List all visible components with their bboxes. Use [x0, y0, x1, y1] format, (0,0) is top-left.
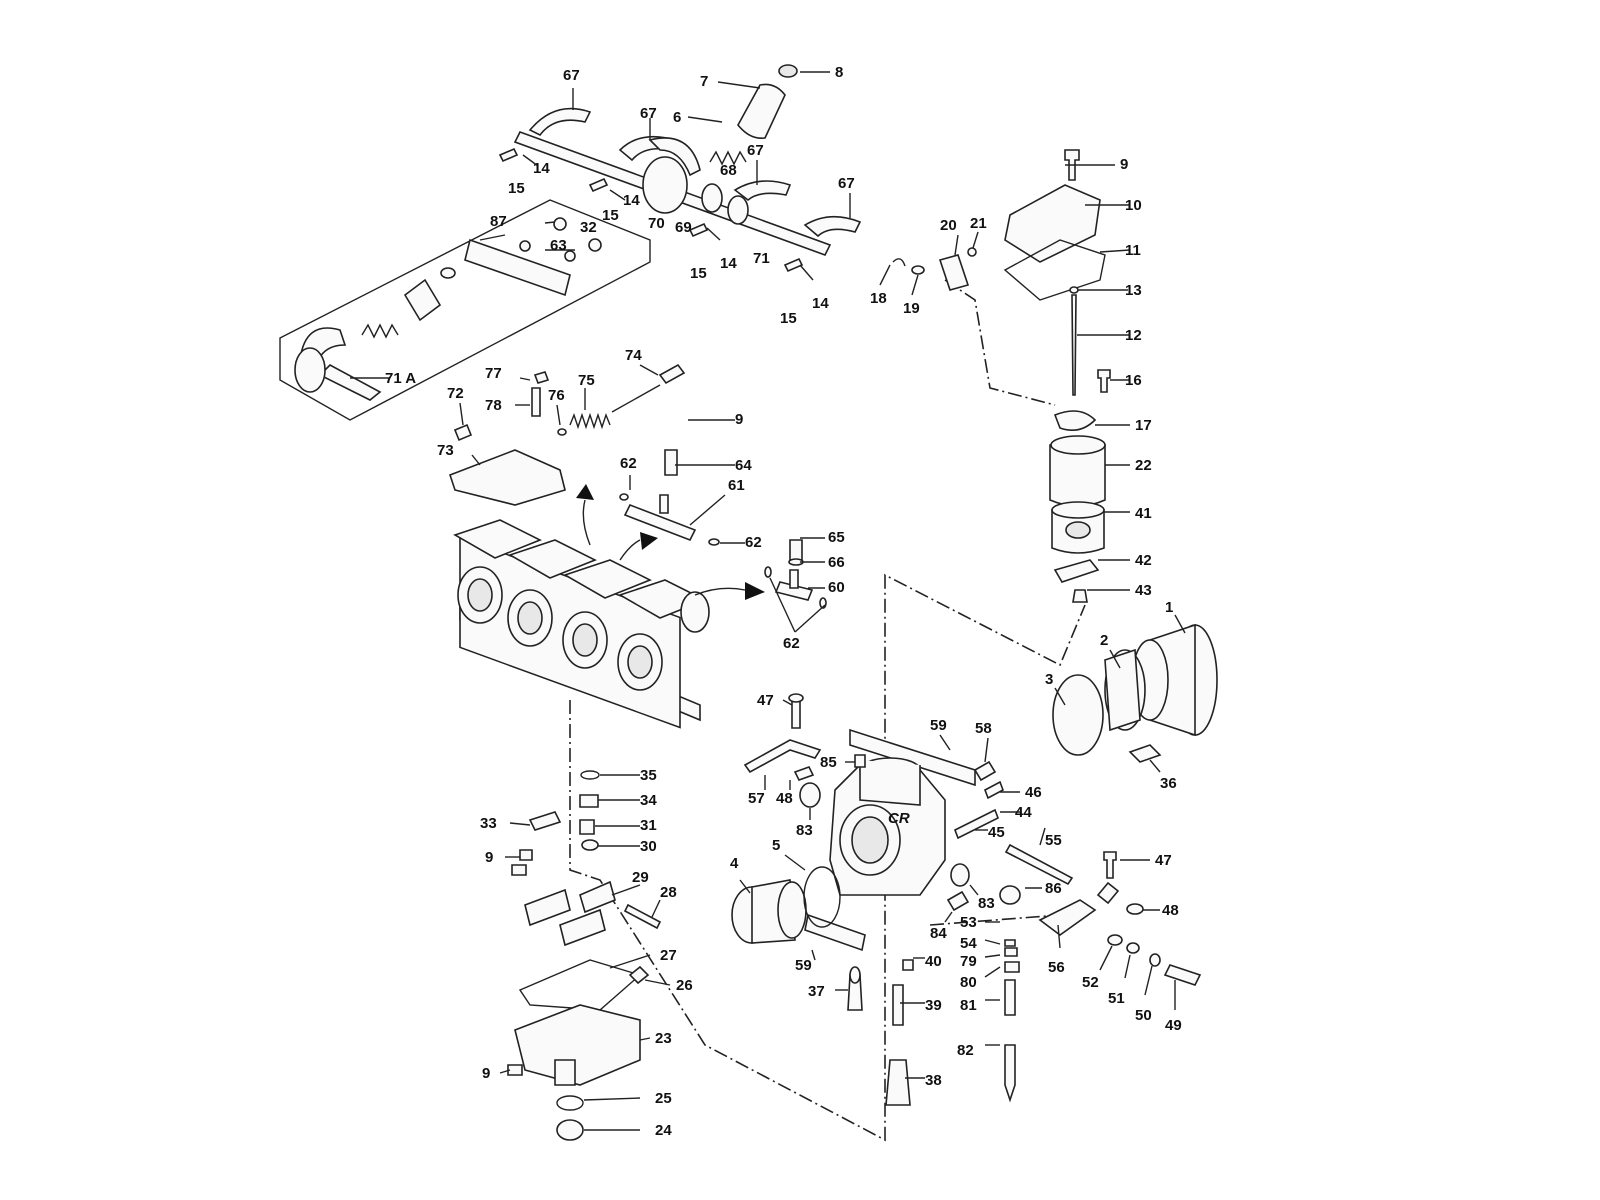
jet-needle [1072, 295, 1076, 395]
part-label: 28 [660, 884, 677, 901]
part-label: 6 [673, 109, 682, 126]
part-label: 79 [960, 953, 977, 970]
part-label: 17 [1135, 417, 1152, 434]
part-label: 14 [812, 295, 829, 312]
part-label: 45 [988, 824, 1005, 841]
part-label: 24 [655, 1122, 672, 1139]
part-label: 72 [447, 385, 464, 402]
part-label: 51 [1108, 990, 1125, 1007]
part-label: 23 [655, 1030, 672, 1047]
part-label: 69 [675, 219, 692, 236]
drain-plug [557, 1120, 583, 1140]
part-label: 31 [640, 817, 657, 834]
part-label: 63 [550, 237, 567, 254]
part-label: 29 [632, 869, 649, 886]
part-label: 8 [835, 64, 844, 81]
part-label: 73 [437, 442, 454, 459]
part-label: 62 [783, 635, 800, 652]
part-label: 1 [1165, 599, 1174, 616]
part-label: 81 [960, 997, 977, 1014]
part-label: 56 [1048, 959, 1065, 976]
part-label: 47 [757, 692, 774, 709]
part-label: 2 [1100, 632, 1109, 649]
part-label: 75 [578, 372, 595, 389]
part-label: 50 [1135, 1007, 1152, 1024]
part-label: 65 [828, 529, 845, 546]
part-label: 83 [796, 822, 813, 839]
part-label: 60 [828, 579, 845, 596]
part-label: 20 [940, 217, 957, 234]
part-label: 82 [957, 1042, 974, 1059]
part-label: 32 [580, 219, 597, 236]
part-label: 67 [747, 142, 764, 159]
part-label: 27 [660, 947, 677, 964]
washer [912, 266, 924, 274]
part-label: 42 [1135, 552, 1152, 569]
part-label: 59 [930, 717, 947, 734]
part-label: 77 [485, 365, 502, 382]
part-label: 74 [625, 347, 642, 364]
part-label: 62 [620, 455, 637, 472]
part-label: 16 [1125, 372, 1142, 389]
part-label: 26 [676, 977, 693, 994]
part-label: 64 [735, 457, 752, 474]
part-label: 70 [648, 215, 665, 232]
part-label: 85 [820, 754, 837, 771]
part-label: 19 [903, 300, 920, 317]
part-label: 53 [960, 914, 977, 931]
bearing [728, 196, 748, 224]
part-label: 48 [1162, 902, 1179, 919]
part-label: 9 [735, 411, 744, 428]
part-label: 66 [828, 554, 845, 571]
part-label: 55 [1045, 832, 1062, 849]
part-label: 14 [623, 192, 640, 209]
part-label: 9 [482, 1065, 491, 1082]
part-label: 13 [1125, 282, 1142, 299]
part-label: 15 [780, 310, 797, 327]
part-label: 54 [960, 935, 977, 952]
part-label: 44 [1015, 804, 1032, 821]
part-label: 21 [970, 215, 987, 232]
part-label: 71 A [385, 370, 417, 387]
part-label: 68 [720, 162, 737, 179]
part-label: 78 [485, 397, 502, 414]
pulley-drum [643, 157, 687, 213]
part-label: 7 [700, 73, 709, 90]
part-label: 76 [548, 387, 565, 404]
part-label: 18 [870, 290, 887, 307]
part-label: 83 [978, 895, 995, 912]
part-label: 30 [640, 838, 657, 855]
part-label: 39 [925, 997, 942, 1014]
part-label: 11 [1125, 242, 1141, 259]
part-label: 84 [930, 925, 947, 942]
part-label: 57 [748, 790, 765, 807]
part-label: 5 [772, 837, 781, 854]
nut [779, 65, 797, 77]
part-label: 4 [730, 855, 739, 872]
part-label: 67 [563, 67, 580, 84]
part-label: 9 [485, 849, 494, 866]
part-label: 41 [1135, 505, 1152, 522]
part-label: 87 [490, 213, 507, 230]
part-label: 38 [925, 1072, 942, 1089]
part-label: 59 [795, 957, 812, 974]
part-label: 62 [745, 534, 762, 551]
part-label: 67 [640, 105, 657, 122]
part-label: 36 [1160, 775, 1177, 792]
part-label: 49 [1165, 1017, 1182, 1034]
part-label: 14 [720, 255, 737, 272]
part-label: 37 [808, 983, 825, 1000]
part-label: 86 [1045, 880, 1062, 897]
clamp-band [1053, 675, 1103, 755]
spring [1005, 980, 1015, 1015]
part-label: 67 [838, 175, 855, 192]
part-label: 10 [1125, 197, 1142, 214]
part-label: 48 [776, 790, 793, 807]
part-label: 33 [480, 815, 497, 832]
part-label: 34 [640, 792, 657, 809]
needle-jet [886, 1060, 910, 1105]
part-label: 43 [1135, 582, 1152, 599]
part-label: 9 [1120, 156, 1129, 173]
part-label: 80 [960, 974, 977, 991]
part-label: 15 [508, 180, 525, 197]
part-label: 15 [602, 207, 619, 224]
part-label: 3 [1045, 671, 1054, 688]
bearing [702, 184, 722, 212]
part-label: 15 [690, 265, 707, 282]
part-label: 71 [753, 250, 770, 267]
part-label: 58 [975, 720, 992, 737]
part-label: 25 [655, 1090, 672, 1107]
part-label: 40 [925, 953, 942, 970]
part-label: 14 [533, 160, 550, 177]
part-label: 52 [1082, 974, 1099, 991]
part-label: 22 [1135, 457, 1152, 474]
part-label: 35 [640, 767, 657, 784]
part-label: 12 [1125, 327, 1142, 344]
part-label: 46 [1025, 784, 1042, 801]
carb-body-marking: CR [888, 810, 910, 827]
part-label: 47 [1155, 852, 1172, 869]
part-label: 61 [728, 477, 745, 494]
